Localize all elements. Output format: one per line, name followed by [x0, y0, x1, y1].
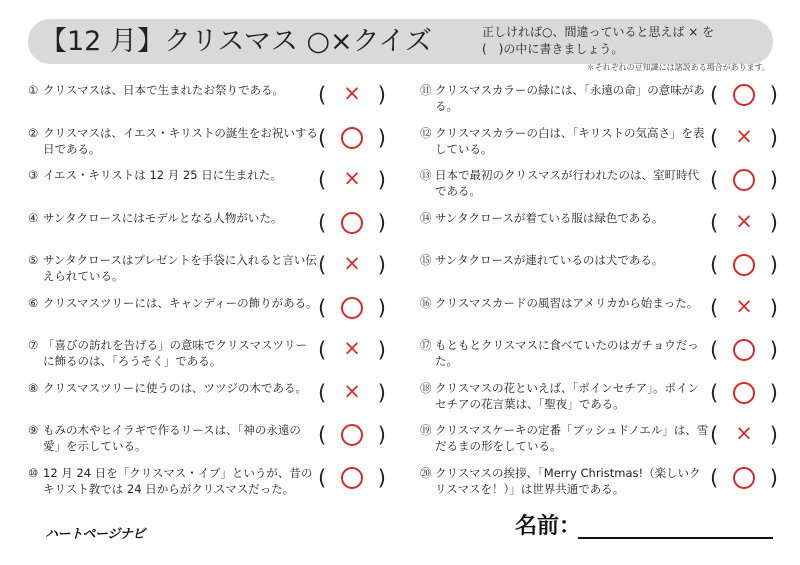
question-text: クリスマスツリーに使うのは、ツツジの木である。: [43, 380, 308, 395]
instructions-line-2: ( )の中に書きましょう。: [482, 42, 624, 56]
answer-box[interactable]: [318, 212, 386, 236]
close-paren: ): [377, 423, 386, 447]
circle-mark-icon: [733, 339, 755, 361]
question-text: 「喜びの訪れを告げる」の意味でクリスマスツリーに飾るのは、「ろうそく」である。: [43, 338, 308, 368]
open-paren: (: [318, 338, 327, 362]
open-paren: (: [710, 253, 719, 277]
question-text: クリスマスカラーの白は、「キリストの気高さ」を表している。: [435, 125, 705, 156]
cross-mark-icon: ×: [735, 123, 753, 148]
answer-box[interactable]: [318, 297, 386, 321]
cross-mark-icon: ×: [735, 208, 753, 233]
name-field-line[interactable]: [578, 537, 773, 539]
circle-mark-icon: [341, 127, 363, 149]
close-paren: ): [377, 465, 386, 490]
question-number: ⑬: [420, 168, 432, 182]
name-label: 名前：: [515, 514, 582, 539]
open-paren: (: [710, 338, 719, 362]
question-text: クリスマスカラーの緑には、「永遠の命」の意味がある。: [435, 83, 705, 113]
question-text: 日本で最初のクリスマスが行われたのは、室町時代である。: [435, 168, 700, 198]
close-paren: ): [769, 83, 778, 107]
answer-box[interactable]: [710, 84, 778, 108]
cross-mark-icon: ×: [343, 166, 361, 190]
open-paren: (: [318, 83, 327, 107]
answer-box[interactable]: [710, 123, 778, 151]
circle-mark-icon: [341, 212, 363, 234]
open-paren: (: [710, 465, 719, 490]
close-paren: ): [377, 380, 386, 405]
answer-box[interactable]: [318, 81, 386, 108]
question-number: ②: [28, 125, 39, 140]
close-paren: ): [377, 210, 386, 235]
question-number: ⑫: [420, 125, 432, 140]
question-number: ⑱: [420, 380, 432, 395]
close-paren: ): [377, 253, 386, 277]
close-paren: ): [769, 210, 778, 235]
open-paren: (: [318, 465, 327, 490]
question-text: クリスマスの花といえば、「ポインセチア」。ポインセチアの花言葉は、「聖夜」である。: [435, 380, 700, 411]
open-paren: (: [710, 168, 719, 192]
question-text: もともとクリスマスに食べていたのはガチョウだった。: [435, 338, 699, 368]
answer-box[interactable]: [710, 382, 778, 406]
answer-box[interactable]: [318, 467, 386, 491]
answer-box[interactable]: [318, 127, 386, 151]
close-paren: ): [769, 125, 778, 150]
answer-box[interactable]: [318, 251, 386, 278]
open-paren: (: [710, 83, 719, 107]
question-number: ⑳: [420, 465, 432, 480]
question-text: クリスマスカードの風習はアメリカから始まった。: [435, 295, 699, 310]
close-paren: ): [377, 125, 386, 150]
close-paren: ): [769, 295, 778, 320]
question-number: ⑲: [420, 423, 432, 437]
answer-box[interactable]: [710, 421, 778, 448]
question-text: クリスマスケーキの定番「ブッシュドノエル」は、雪だるまの形をしている。: [435, 423, 709, 453]
open-paren: (: [318, 168, 327, 192]
answer-box[interactable]: [710, 254, 778, 278]
answer-box[interactable]: [710, 467, 778, 491]
instructions: [482, 24, 714, 58]
close-paren: ): [377, 83, 386, 107]
cross-mark-icon: ×: [735, 293, 753, 318]
open-paren: (: [318, 253, 327, 277]
question-number: ①: [28, 83, 39, 97]
open-paren: (: [710, 380, 719, 405]
circle-mark-icon: [733, 254, 755, 276]
close-paren: ): [377, 295, 386, 320]
answer-box[interactable]: [318, 378, 386, 406]
close-paren: ): [769, 338, 778, 362]
question-text: イエス・キリストは 12 月 25 日に生まれた。: [43, 168, 282, 182]
open-paren: (: [318, 210, 327, 235]
cross-mark-icon: ×: [343, 81, 361, 105]
cross-mark-icon: ×: [735, 421, 753, 445]
close-paren: ): [769, 168, 778, 192]
question-number: ⑦: [28, 338, 39, 352]
question-text: 12 月 24 日を「クリスマス・イブ」というが、昔のキリスト教では 24 日からがクリスマスだった。: [43, 465, 313, 496]
question-text: もみの木やヒイラギで作るリースは、「神の永遠の愛」を示している。: [43, 423, 301, 453]
question-number: ⑧: [28, 380, 39, 395]
site-logo: ハートページナビ: [45, 527, 145, 542]
open-paren: (: [318, 380, 327, 405]
question-number: ⑤: [28, 253, 39, 267]
close-paren: ): [377, 338, 386, 362]
question-number: ⑯: [420, 295, 432, 310]
question-number: ⑮: [420, 253, 432, 267]
cross-mark-icon: ×: [343, 251, 361, 275]
circle-mark-icon: [733, 84, 755, 106]
question-number: ③: [28, 168, 39, 182]
question-number: ⑪: [420, 83, 432, 97]
question-number: ⑨: [28, 423, 39, 437]
open-paren: (: [710, 125, 719, 150]
question-text: サンタクロースはプレゼントを手袋に入れると言い伝えられている。: [43, 253, 317, 283]
close-paren: ): [769, 380, 778, 405]
question-text: クリスマスの挨拶、「Merry Christmas!（楽しいクリスマスを！）」は世界共通である。: [435, 465, 701, 496]
answer-box[interactable]: [710, 339, 778, 363]
cross-mark-icon: ×: [343, 378, 361, 403]
circle-mark-icon: [733, 467, 755, 489]
close-paren: ): [377, 168, 386, 192]
question-text: サンタクロースにはモデルとなる人物がいた。: [43, 210, 283, 225]
question-text: サンタクロースが着ている服は緑色である。: [435, 210, 664, 225]
open-paren: (: [710, 210, 719, 235]
circle-mark-icon: [341, 297, 363, 319]
open-paren: (: [710, 295, 719, 320]
instructions-line-1: 正しければ○、間違っていると思えば × を: [482, 25, 715, 39]
circle-mark-icon: [341, 424, 363, 446]
footnote: ＊それぞれの豆知識には諸説ある場合があります。: [586, 63, 770, 72]
answer-box[interactable]: [710, 208, 778, 236]
answer-box[interactable]: [318, 424, 386, 448]
question-number: ⑭: [420, 210, 432, 225]
open-paren: (: [318, 295, 327, 320]
question-text: サンタクロースが連れているのは犬である。: [435, 253, 664, 267]
question-number: ⑥: [28, 295, 39, 310]
answer-box[interactable]: [318, 336, 386, 363]
circle-mark-icon: [341, 467, 363, 489]
close-paren: ): [769, 253, 778, 277]
open-paren: (: [710, 423, 719, 447]
cross-mark-icon: ×: [343, 336, 361, 360]
close-paren: ): [769, 465, 778, 490]
close-paren: ): [769, 423, 778, 447]
open-paren: (: [318, 125, 327, 150]
question-text: クリスマスは、イエス・キリストの誕生をお祝いする日である。: [43, 125, 318, 156]
answer-box[interactable]: [710, 293, 778, 321]
answer-box[interactable]: [710, 169, 778, 193]
question-number: ④: [28, 210, 39, 225]
circle-mark-icon: [733, 382, 755, 404]
answer-box[interactable]: [318, 166, 386, 193]
circle-mark-icon: [733, 169, 755, 191]
question-number: ⑰: [420, 338, 432, 352]
page-title: 【12 月】クリスマス ○×クイズ: [40, 26, 433, 57]
question-number: ⑩: [28, 465, 39, 480]
question-text: クリスマスツリーには、キャンディーの飾りがある。: [43, 295, 318, 310]
question-text: クリスマスは、日本で生まれたお祭りである。: [43, 83, 285, 97]
open-paren: (: [318, 423, 327, 447]
